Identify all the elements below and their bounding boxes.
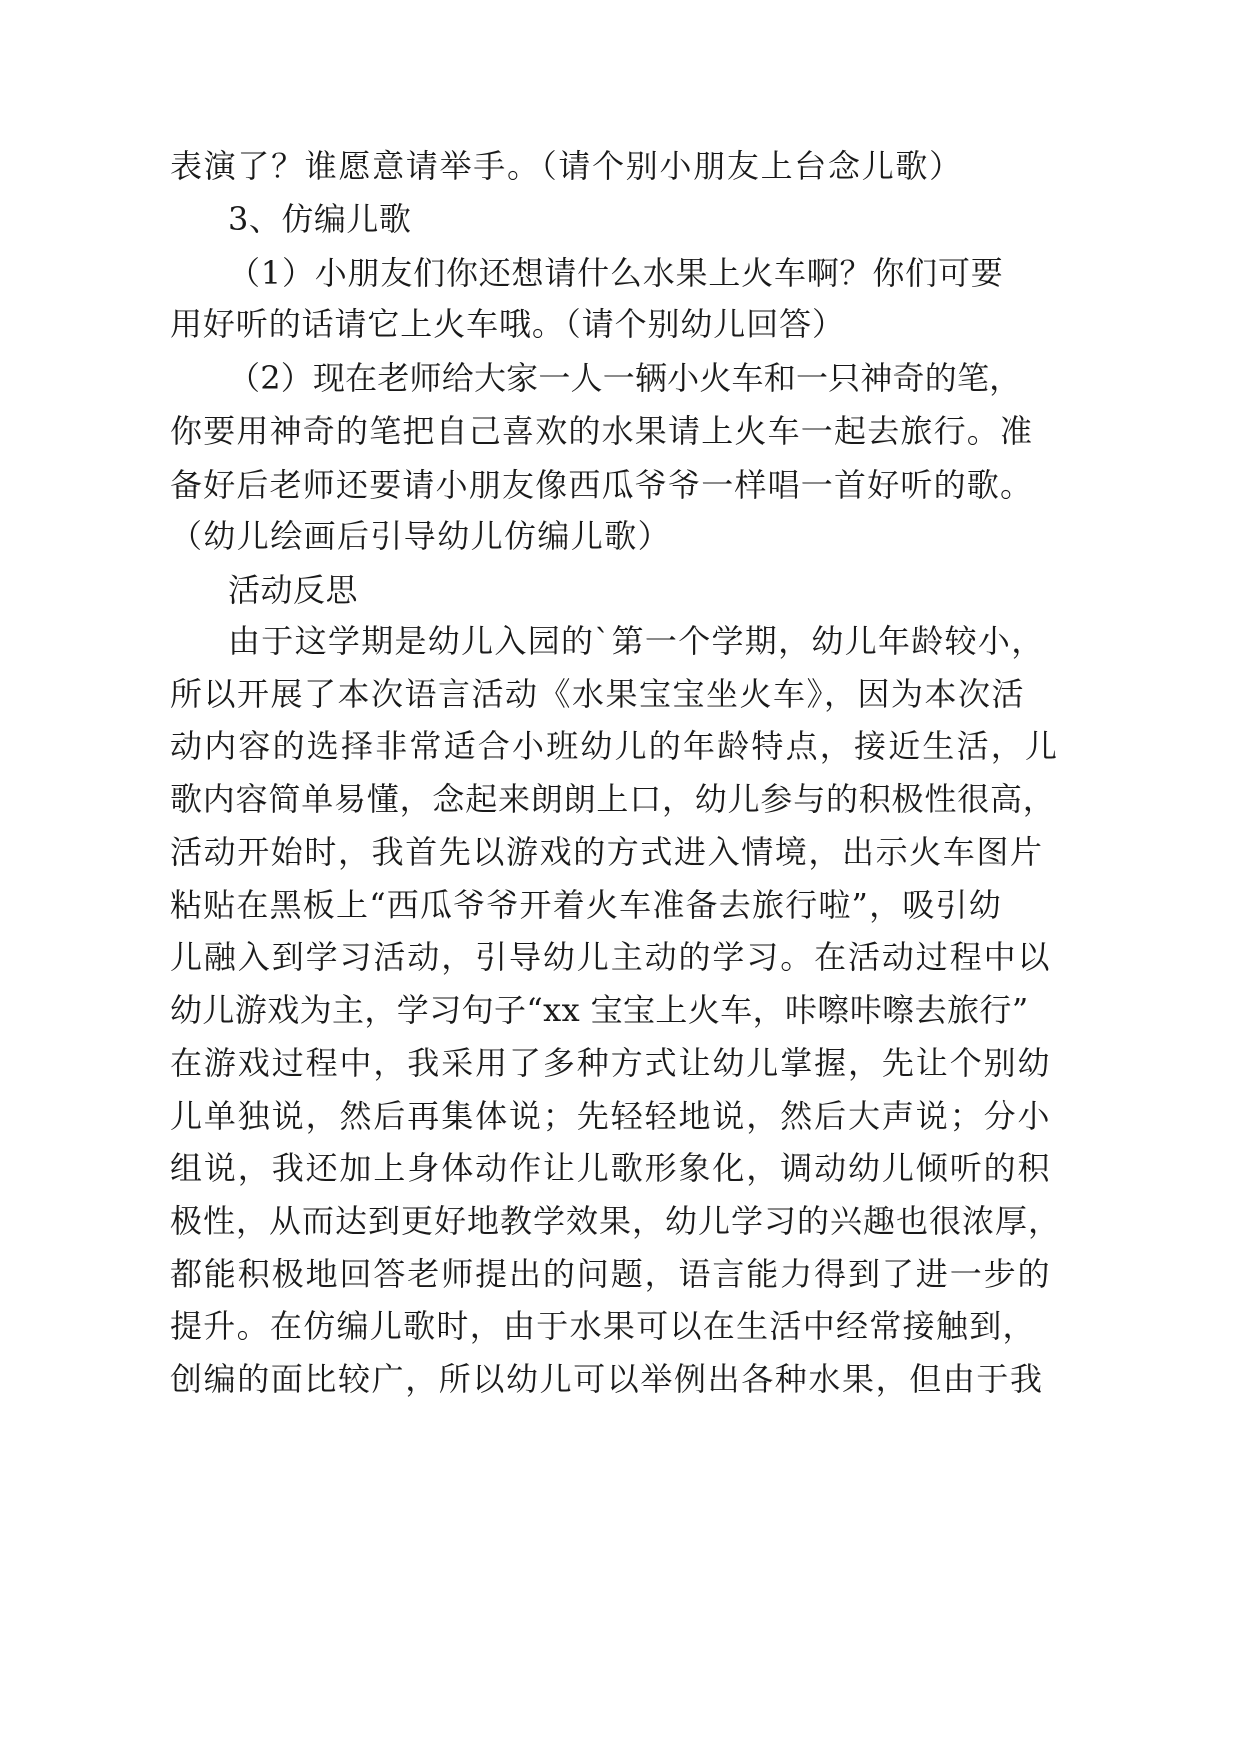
text-line: 组说，我还加上身体动作让儿歌形象化，调动幼儿倾听的积 xyxy=(170,1149,1052,1187)
text-line: 动内容的选择非常适合小班幼儿的年龄特点，接近生活，儿 xyxy=(170,727,1060,765)
text-line: 在游戏过程中，我采用了多种方式让幼儿掌握，先让个别幼 xyxy=(170,1044,1052,1082)
text-line: 你要用神奇的笔把自己喜欢的水果请上火车一起去旅行。准 xyxy=(170,412,1034,450)
text-line: 活动开始时，我首先以游戏的方式进入情境，出示火车图片 xyxy=(170,833,1044,871)
text-line: 创编的面比较广，所以幼儿可以举例出各种水果，但由于我 xyxy=(170,1360,1044,1398)
text-line: 儿融入到学习活动，引导幼儿主动的学习。在活动过程中以 xyxy=(170,938,1052,976)
text-line: 提升。在仿编儿歌时，由于水果可以在生活中经常接触到， xyxy=(170,1307,1036,1345)
text-line: 所以开展了本次语言活动《水果宝宝坐火车》，因为本次活 xyxy=(170,675,1026,713)
text-line: 都能积极地回答老师提出的问题，语言能力得到了进一步的 xyxy=(170,1255,1052,1293)
text-line: 用好听的话请它上火车哦。（请个别幼儿回答） xyxy=(170,305,845,343)
text-line: 极性，从而达到更好地教学效果，幼儿学习的兴趣也很浓厚， xyxy=(170,1202,1062,1240)
text-line: 由于这学期是幼儿入园的`第一个学期，幼儿年龄较小， xyxy=(228,622,1045,660)
text-line: 歌内容简单易懂，念起来朗朗上口，幼儿参与的积极性很高， xyxy=(170,780,1056,818)
text-line: （幼儿绘画后引导幼儿仿编儿歌） xyxy=(170,517,672,555)
section-heading: 活动反思 xyxy=(228,571,359,609)
text-line: 表演了？谁愿意请举手。（请个别小朋友上台念儿歌） xyxy=(170,147,963,185)
text-line: 备好后老师还要请小朋友像西瓜爷爷一样唱一首好听的歌。 xyxy=(170,466,1034,504)
text-line: 儿单独说，然后再集体说；先轻轻地说，然后大声说；分小 xyxy=(170,1097,1052,1135)
text-line: 粘贴在黑板上“西瓜爷爷开着火车准备去旅行啦”，吸引幼 xyxy=(170,886,1002,924)
text-line: （2）现在老师给大家一人一辆小火车和一只神奇的笔， xyxy=(228,359,1022,397)
text-line: 幼儿游戏为主，学习句子“xx 宝宝上火车，咔嚓咔嚓去旅行” xyxy=(170,991,1029,1029)
text-line: （1）小朋友们你还想请什么水果上火车啊？你们可要 xyxy=(228,254,1004,292)
text-line: 3、仿编儿歌 xyxy=(228,200,412,238)
